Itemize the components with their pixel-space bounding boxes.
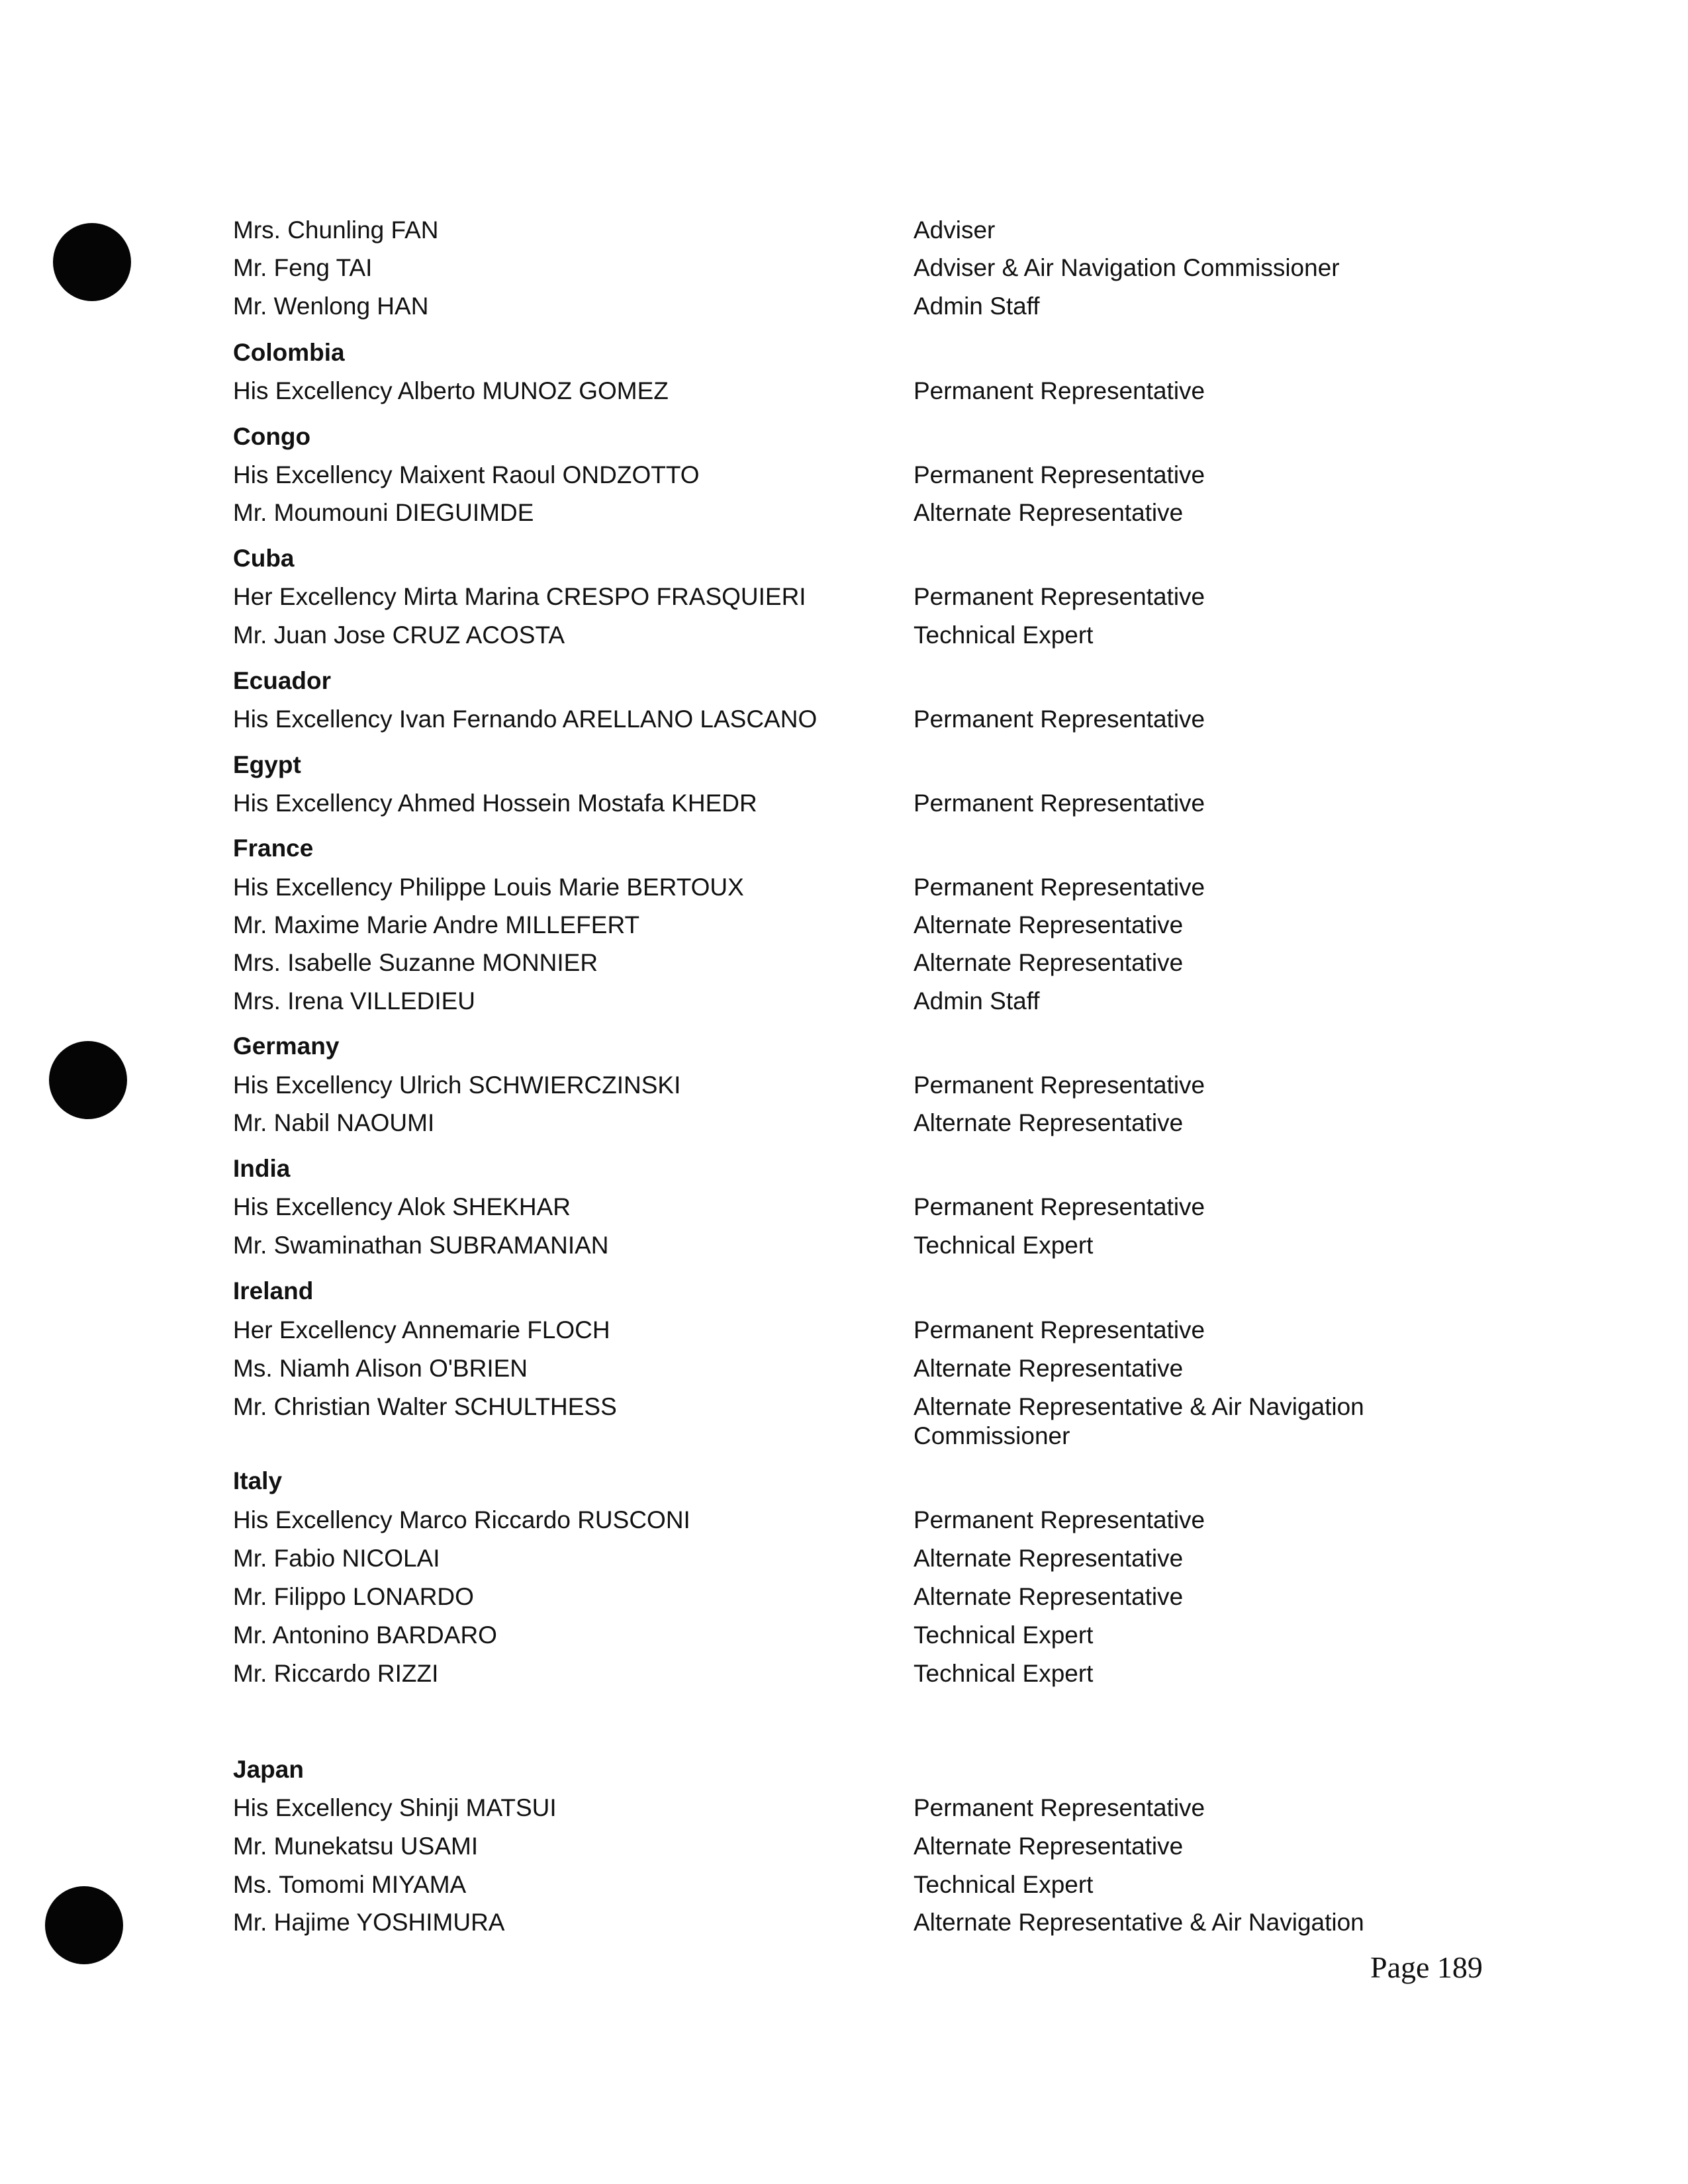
delegate-name: His Excellency Marco Riccardo RUSCONI [233,1506,690,1533]
delegate-role: Alternate Representative [914,949,1184,976]
delegate-name: Ms. Tomomi MIYAMA [233,1871,467,1898]
delegate-role: Permanent Representative [914,583,1205,610]
delegate-row [0,578,1688,615]
delegate-role: Alternate Representative [914,1355,1184,1382]
delegate-role: Admin Staff [914,293,1040,320]
country-heading [0,418,1688,455]
country-name: Colombia [233,339,345,366]
delegate-name: His Excellency Philippe Louis Marie BERTOUX [233,874,744,901]
delegate-name: Mrs. Chunling FAN [233,216,439,244]
delegate-name: Mr. Maxime Marie Andre MILLEFERT [233,911,640,938]
country-name: Ireland [233,1277,314,1304]
delegate-name: Mr. Swaminathan SUBRAMANIAN [233,1232,609,1259]
delegate-row [0,1105,1688,1142]
country-name: Italy [233,1467,283,1494]
country-heading [0,1463,1688,1500]
country-name: Japan [233,1756,304,1783]
delegate-role: Technical Expert [914,621,1094,649]
delegate-row [0,373,1688,410]
country-name: Cuba [233,545,295,572]
country-name: India [233,1155,291,1182]
delegate-row [0,907,1688,944]
delegate-row [0,1790,1688,1827]
delegate-role: Permanent Representative [914,705,1205,733]
delegate-row [0,250,1688,287]
country-heading [0,830,1688,867]
delegate-role: Technical Expert [914,1621,1094,1649]
delegate-row [0,1227,1688,1264]
delegate-role: Adviser [914,216,996,244]
delegate-role: Alternate Representative [914,499,1184,526]
delegate-name: Mrs. Irena VILLEDIEU [233,987,476,1015]
country-heading [0,1751,1688,1788]
delegate-role: Technical Expert [914,1871,1094,1898]
delegate-role: Permanent Representative [914,874,1205,901]
country-name: Germany [233,1032,340,1060]
delegate-role: Alternate Representative [914,1545,1184,1572]
delegate-role: Permanent Representative [914,790,1205,817]
country-heading [0,334,1688,371]
delegate-name: Mr. Antonino BARDARO [233,1621,497,1649]
delegate-name: His Excellency Alok SHEKHAR [233,1193,571,1220]
delegate-name: Mr. Nabil NAOUMI [233,1109,435,1136]
delegate-name: Mr. Juan Jose CRUZ ACOSTA [233,621,565,649]
delegate-role: Alternate Representative [914,1583,1184,1610]
country-name: France [233,835,314,862]
delegate-name: Mr. Riccardo RIZZI [233,1660,439,1687]
delegate-role: Alternate Representative [914,1833,1184,1860]
delegate-role: Technical Expert [914,1660,1094,1687]
delegate-name: Mr. Hajime YOSHIMURA [233,1909,505,1936]
delegate-name: Mr. Filippo LONARDO [233,1583,474,1610]
delegate-name: His Excellency Alberto MUNOZ GOMEZ [233,377,669,404]
delegate-name: Mr. Munekatsu USAMI [233,1833,479,1860]
delegate-row [0,1350,1688,1387]
delegate-row [0,1828,1688,1865]
delegate-role: Alternate Representative [914,1109,1184,1136]
delegate-name: Mr. Moumouni DIEGUIMDE [233,499,534,526]
delegate-role: Permanent Representative [914,377,1205,404]
delegate-name: Mrs. Isabelle Suzanne MONNIER [233,949,598,976]
delegate-name: Mr. Fabio NICOLAI [233,1545,440,1572]
delegate-row [0,1189,1688,1226]
delegate-row [0,1388,1688,1449]
delegate-row [0,701,1688,738]
delegate-name: His Excellency Ulrich SCHWIERCZINSKI [233,1071,681,1099]
delegate-name: Ms. Niamh Alison O'BRIEN [233,1355,528,1382]
delegate-row [0,1067,1688,1104]
delegate-role: Technical Expert [914,1232,1094,1259]
country-heading [0,747,1688,784]
delegate-row [0,617,1688,654]
delegate-row [0,1540,1688,1577]
delegate-role: Permanent Representative [914,1506,1205,1533]
country-heading [0,1150,1688,1187]
country-heading [0,1028,1688,1065]
delegate-name: Mr. Christian Walter SCHULTHESS [233,1393,617,1420]
delegate-row [0,1866,1688,1903]
delegate-row [0,983,1688,1020]
delegate-name: Mr. Feng TAI [233,254,373,281]
delegate-name: Her Excellency Annemarie FLOCH [233,1316,610,1343]
delegate-name: His Excellency Shinji MATSUI [233,1794,557,1821]
delegate-name: His Excellency Ivan Fernando ARELLANO LASCANO [233,705,818,733]
delegate-row [0,1617,1688,1654]
delegate-row [0,288,1688,325]
delegate-row [0,494,1688,531]
delegate-role: Adviser & Air Navigation Commissioner [914,254,1340,281]
delegate-row [0,1312,1688,1349]
delegate-row [0,869,1688,906]
delegate-name: His Excellency Ahmed Hossein Mostafa KHEDR [233,790,757,817]
delegate-role: Permanent Representative [914,461,1205,488]
delegate-role: Permanent Representative [914,1316,1205,1343]
country-name: Congo [233,423,311,450]
delegate-row [0,1578,1688,1615]
delegate-role: Permanent Representative [914,1794,1205,1821]
delegate-role: Alternate Representative & Air Navigation [914,1909,1364,1936]
delegate-row [0,212,1688,249]
page-number: Page 189 [1370,1950,1483,1984]
delegate-role: Alternate Representative & Air Navigation Commissioner [914,1393,1364,1449]
delegate-row [0,1655,1688,1692]
delegate-name: His Excellency Maixent Raoul ONDZOTTO [233,461,700,488]
delegate-role: Permanent Representative [914,1193,1205,1220]
delegate-row [0,1904,1688,1941]
country-heading [0,540,1688,577]
country-heading [0,1273,1688,1310]
delegate-name: Mr. Wenlong HAN [233,293,429,320]
country-heading [0,662,1688,700]
delegate-row [0,457,1688,494]
delegate-role: Alternate Representative [914,911,1184,938]
delegate-role: Admin Staff [914,987,1040,1015]
delegate-row [0,1502,1688,1539]
country-name: Ecuador [233,667,332,694]
delegate-row [0,944,1688,981]
delegate-role: Permanent Representative [914,1071,1205,1099]
delegate-row [0,785,1688,822]
delegate-name: Her Excellency Mirta Marina CRESPO FRASQUIERI [233,583,806,610]
country-name: Egypt [233,751,301,778]
